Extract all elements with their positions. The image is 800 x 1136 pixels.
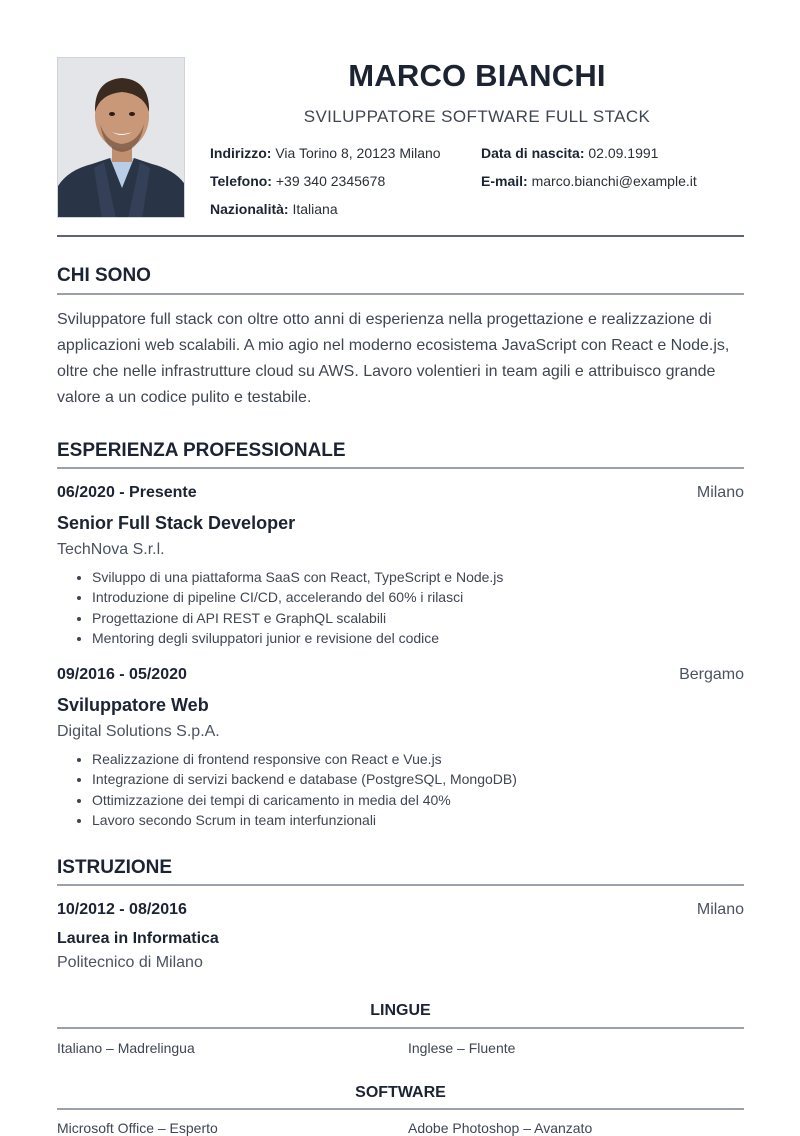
experience-divider — [57, 467, 744, 469]
nationality-value: Italiana — [292, 201, 338, 217]
job-bullet: • Introduzione di pipeline CI/CD, accelerando del 60% i rilasci — [92, 587, 742, 607]
education-dates: 10/2012 - 08/2016 — [57, 901, 187, 918]
job-bullet: • Mentoring degli sviluppatori junior e revisione del codice — [92, 628, 742, 648]
full-name: MARCO BIANCHI — [348, 58, 606, 93]
nationality-info — [210, 201, 338, 217]
education-divider — [57, 884, 744, 886]
job-dates: 06/2020 - Presente — [57, 484, 197, 501]
software-item: Microsoft Office – Esperto — [57, 1120, 218, 1136]
phone-label: Telefono: — [210, 173, 272, 189]
about-section-title: CHI SONO — [57, 265, 151, 286]
languages-title: LINGUE — [370, 1002, 431, 1019]
job-title: SVILUPPATORE SOFTWARE FULL STACK — [303, 107, 651, 126]
address-value: Via Torino 8, 20123 Milano — [275, 145, 441, 161]
birthdate-value: 02.09.1991 — [588, 145, 659, 161]
job-dates: 09/2016 - 05/2020 — [57, 666, 187, 683]
job-bullet: • Lavoro secondo Scrum in team interfunzionali — [92, 810, 742, 830]
software-item: Adobe Photoshop – Avanzato — [408, 1120, 593, 1136]
job-company: TechNova S.r.l. — [57, 541, 165, 558]
nationality-label: Nazionalità: — [210, 201, 289, 217]
languages-divider — [57, 1027, 744, 1029]
job-role: Senior Full Stack Developer — [57, 513, 296, 533]
email-info — [481, 173, 697, 189]
education-location: Milano — [696, 901, 744, 918]
education-school: Politecnico di Milano — [57, 954, 203, 971]
job-company: Digital Solutions S.p.A. — [57, 723, 220, 740]
person-portrait-icon — [58, 58, 185, 218]
job-bullets — [57, 749, 742, 830]
job-bullet: • Ottimizzazione dei tempi di caricamento in media del 40% — [92, 790, 742, 810]
about-divider — [57, 293, 744, 295]
job-bullet: • Integrazione di servizi backend e database (PostgreSQL, MongoDB) — [92, 769, 742, 789]
experience-section-title: ESPERIENZA PROFESSIONALE — [57, 440, 346, 461]
email-value[interactable]: marco.bianchi@example.it — [531, 173, 697, 189]
job-role: Sviluppatore Web — [57, 695, 209, 715]
software-title: SOFTWARE — [355, 1084, 446, 1101]
job-bullet: • Progettazione di API REST e GraphQL scalabili — [92, 608, 742, 628]
job-bullets — [57, 567, 742, 648]
birthdate-info — [481, 145, 658, 161]
education-degree: Laurea in Informatica — [57, 930, 219, 947]
header-divider — [57, 235, 744, 237]
address-info — [210, 145, 441, 161]
language-item: Italiano – Madrelingua — [57, 1040, 195, 1056]
job-location: Milano — [696, 484, 744, 501]
phone-info — [210, 173, 385, 189]
education-section-title: ISTRUZIONE — [57, 857, 173, 878]
job-bullet: • Realizzazione di frontend responsive con React e Vue.js — [92, 749, 742, 769]
birthdate-label: Data di nascita: — [481, 145, 585, 161]
software-divider — [57, 1108, 744, 1110]
email-label: E-mail: — [481, 173, 528, 189]
about-text: Sviluppatore full stack con oltre otto anni di esperienza nella progettazione e realizzazione di applicazioni web scalabili. A mio agio nel moderno ecosistema JavaScript con React e Node.js, oltre che nelle infrastrutture cloud su AWS. Lavoro volentieri in team agili e attribuisco grande valore a un codice pulito e testabile. — [57, 311, 730, 406]
phone-value: +39 340 2345678 — [275, 173, 386, 189]
profile-photo — [57, 57, 185, 218]
language-item: Inglese – Fluente — [408, 1040, 516, 1056]
job-location: Bergamo — [679, 666, 744, 683]
address-label: Indirizzo: — [210, 145, 272, 161]
job-bullet: • Sviluppo di una piattaforma SaaS con React, TypeScript e Node.js — [92, 567, 742, 587]
